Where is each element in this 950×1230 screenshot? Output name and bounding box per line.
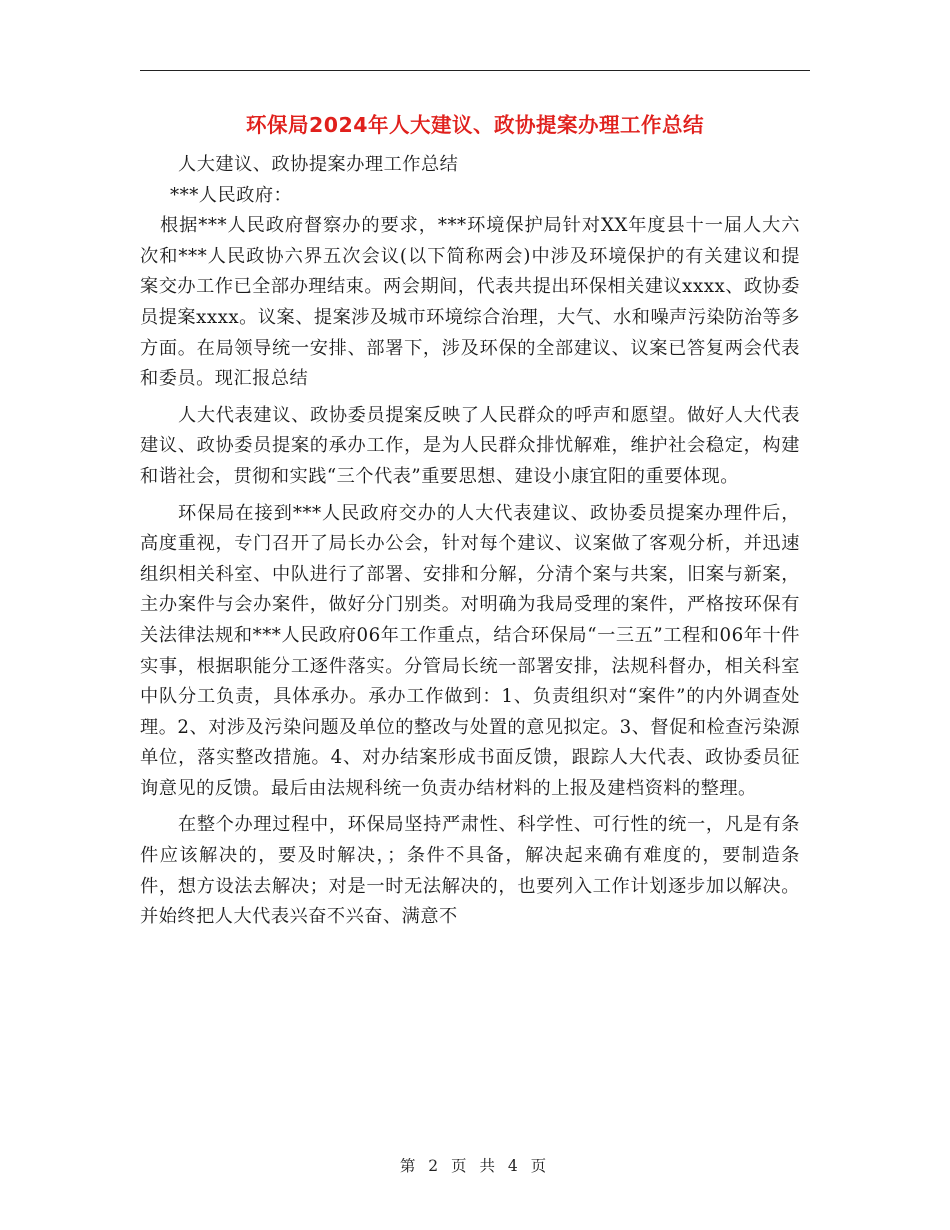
paragraph-3: 环保局在接到***人民政府交办的人大代表建议、政协委员提案办理件后，高度重视，专门召开了局长办公会，针对每个建议、议案做了客观分析，并迅速组织相关科室、中队进行了部署、安排和分解，分清个案与共案，旧案与新案，主办案件与会办案件，做好分门别类。对明确为我局受理的案件，严格按环保有关法律法规和***人民政府06年工作重点，结合环保局“一三五”工程和06年十件实事，根据职能分工逐件落实。分管局长统一部署安排，法规科督办，相关科室中队分工负责，具体承办。承办工作做到：1、负责组织对“案件”的内外调查处理。2、对涉及污染问题及单位的整改与处置的意见拟定。3、督促和检查污染源单位，落实整改措施。4、对办结案形成书面反馈，跟踪人大代表、政协委员征询意见的反馈。最后由法规科统一负责办结材料的上报及建档资料的整理。 [140,502,800,799]
document-subtitle: 人大建议、政协提案办理工作总结 [178,154,459,175]
document-body [140,150,800,933]
paragraph-4: 在整个办理过程中，环保局坚持严肃性、科学性、可行性的统一，凡是有条件应该解决的，要及时解决，；条件不具备，解决起来确有难度的，要制造条件，想方设法去解决；对是一时无法解决的，也要列入工作计划逐步加以解决。并始终把人大代表兴奋不兴奋、满意不 [140,814,800,928]
paragraph-2: 人大代表建议、政协委员提案反映了人民群众的呼声和愿望。做好人大代表建议、政协委员提案的承办工作，是为人民群众排忧解难，维护社会稳定，构建和谐社会，贯彻和实践“三个代表”重要思想、建设小康宜阳的重要体现。 [140,404,800,487]
page-number: 第 2 页 共 4 页 [399,1157,551,1175]
header-rule [140,70,810,71]
document-title: 环保局2024年人大建议、政协提案办理工作总结 [245,113,705,137]
salutation: ***人民政府： [170,184,293,206]
paragraph-1: 根据***人民政府督察办的要求，***环境保护局针对XX年度县十一届人大六次和***人民政协六界五次会议(以下简称两会)中涉及环境保护的有关建议和提案交办工作已全部办理结束。两会期间，代表共提出环保相关建议xxxx、政协委员提案xxxx。议案、提案涉及城市环境综合治理，大气、水和噪声污染防治等多方面。在局领导统一安排、部署下，涉及环保的全部建议、议案已答复两会代表和委员。现汇报总结 [140,215,800,390]
